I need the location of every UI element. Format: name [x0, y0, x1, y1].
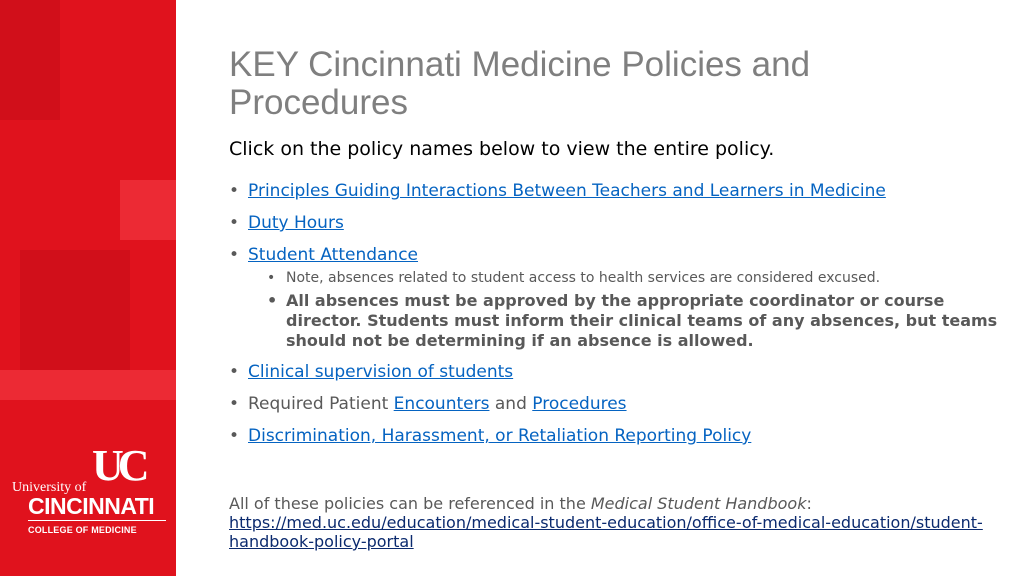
policy-link-duty-hours[interactable]: Duty Hours [248, 213, 344, 233]
policy-link-procedures[interactable]: Procedures [532, 394, 627, 414]
page-subtitle: Click on the policy names below to view the entire policy. [229, 138, 775, 160]
list-item [229, 425, 999, 447]
list-item [229, 180, 999, 202]
policy-link-principles[interactable]: Principles Guiding Interactions Between Teachers and Learners in Medicine [248, 181, 886, 201]
footer-text: All of these policies can be referenced in the [229, 494, 591, 513]
sidebar-panel [0, 0, 176, 576]
decor-block [20, 250, 130, 370]
bullet: • [229, 394, 240, 414]
bullet: • [229, 181, 240, 201]
list-item [229, 393, 999, 415]
attendance-approval-text: All absences must be approved by the appropriate coordinator or course director. Students must inform their clinical teams of any absences, but teams should not be determining if an absence is allowed. [286, 291, 998, 350]
bullet: • [229, 213, 240, 233]
required-patient-label: Required Patient [248, 394, 394, 414]
attendance-note: Note, absences related to student access to health services are considered excused. [286, 270, 881, 286]
policy-link-encounters[interactable]: Encounters [393, 394, 490, 414]
page-title: KEY Cincinnati Medicine Policies and Procedures [229, 45, 811, 122]
bullet: • [267, 291, 278, 310]
bullet: • [229, 426, 240, 446]
policy-link-attendance[interactable]: Student Attendance [248, 245, 419, 265]
list-item [229, 212, 999, 234]
logo-name: CINCINNATI [28, 493, 155, 519]
bullet: • [229, 362, 240, 382]
decor-block [120, 180, 176, 240]
policy-link-discrimination[interactable]: Discrimination, Harassment, or Retaliation Reporting Policy [248, 426, 752, 446]
footer-colon: : [806, 494, 812, 513]
logo-rule [28, 520, 166, 521]
and-label: and [489, 394, 533, 414]
handbook-title: Medical Student Handbook [590, 494, 807, 513]
decor-block [0, 370, 176, 400]
logo-college: COLLEGE OF MEDICINE [28, 525, 137, 535]
uc-mark: UC [92, 441, 144, 490]
bullet: • [229, 245, 240, 265]
list-item [229, 244, 999, 266]
policy-list [229, 178, 999, 447]
policy-link-supervision[interactable]: Clinical supervision of students [248, 362, 514, 382]
list-item [229, 361, 999, 383]
university-logo [0, 440, 176, 550]
bullet: • [267, 270, 276, 286]
list-subitem [267, 291, 999, 351]
list-subitem [267, 268, 999, 288]
footer-note [229, 494, 989, 551]
handbook-url-link[interactable]: https://med.uc.edu/education/medical-student-education/office-of-medical-education/student-handbook-policy-portal [229, 513, 983, 551]
logo-university: University of [12, 480, 87, 495]
decor-block [0, 0, 60, 120]
